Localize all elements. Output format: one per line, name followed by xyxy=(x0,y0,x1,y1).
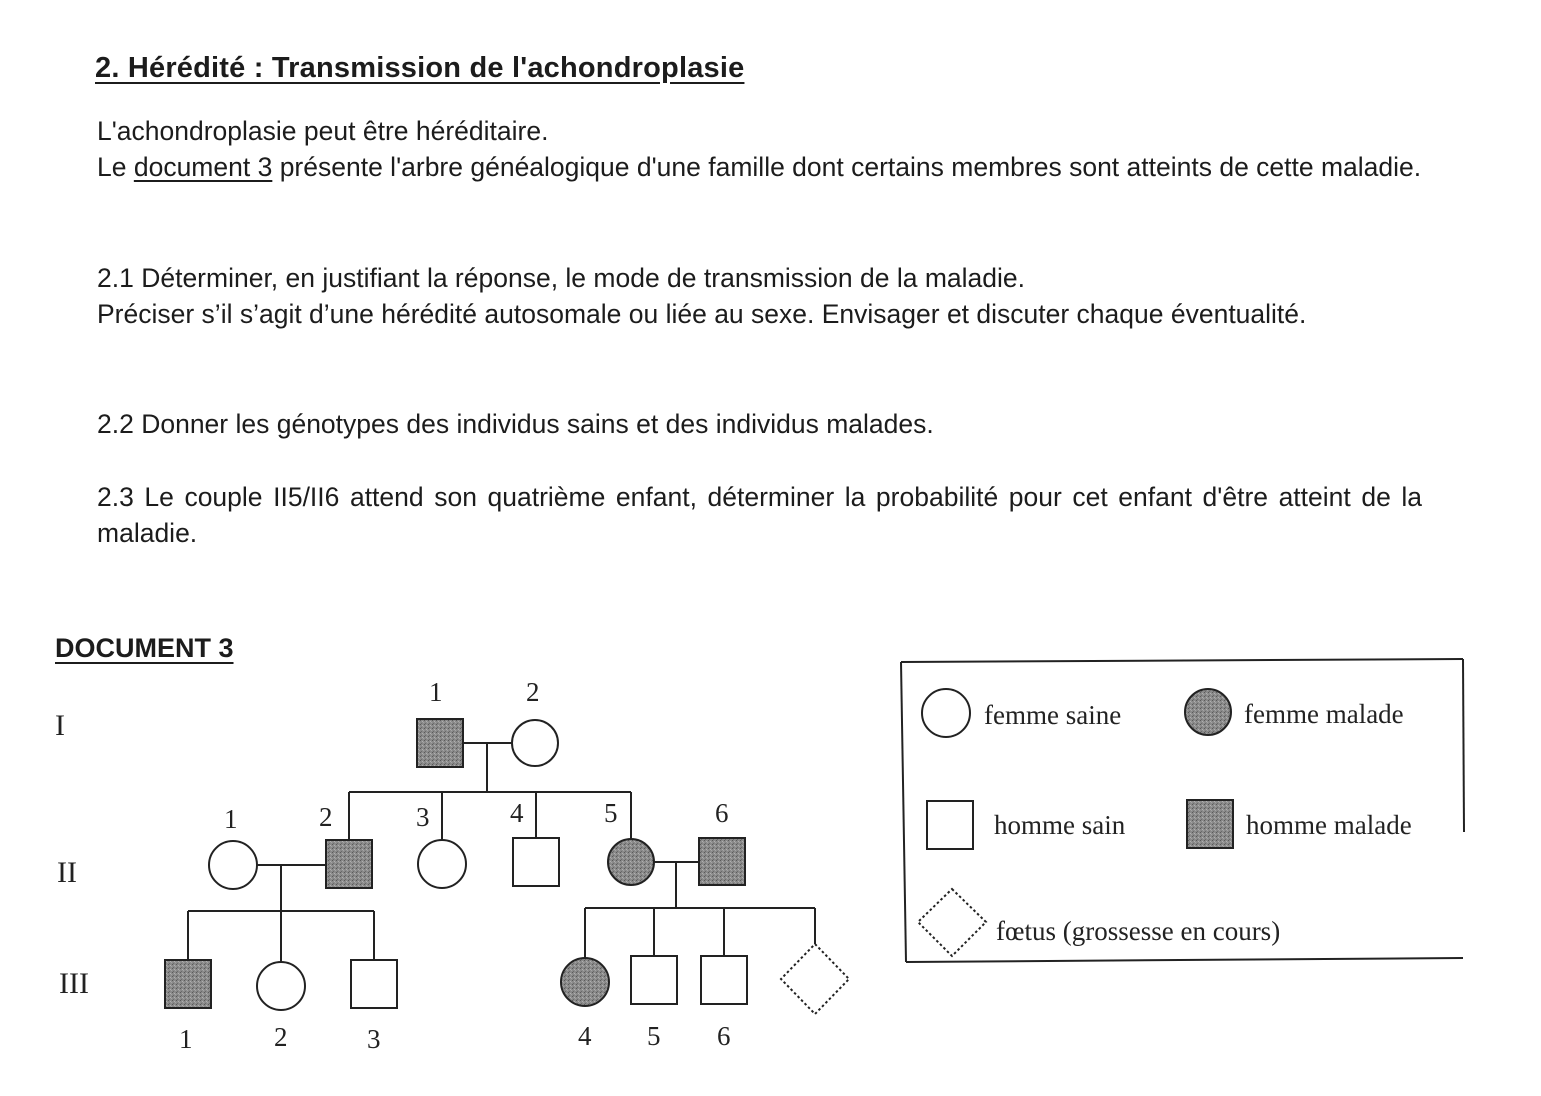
number-III5: 5 xyxy=(647,1021,661,1051)
number-I1: 1 xyxy=(429,677,443,707)
legend-border-right xyxy=(1463,659,1464,832)
legend-affected-female-symbol xyxy=(1185,689,1231,735)
intro-line-2-rest: présente l'arbre généalogique d'une famille dont certains membres sont atteints de cette maladie. xyxy=(272,152,1422,182)
legend-foetus-label: fœtus (grossesse en cours) xyxy=(996,916,1281,946)
individual-III5-healthy-male xyxy=(631,956,677,1004)
individual-III3-healthy-male xyxy=(351,960,397,1008)
question-2-1-line-2: Préciser s’il s’agit d’une hérédité autosomale ou liée au sexe. Envisager et discuter chaque éventualité. xyxy=(97,299,1307,329)
foetus-diamond xyxy=(781,944,849,1014)
individual-II2-affected-male xyxy=(326,840,372,888)
section-title: 2. Hérédité : Transmission de l'achondroplasie xyxy=(95,52,745,84)
intro-line-1: L'achondroplasie peut être héréditaire. xyxy=(97,116,549,146)
legend-border-top xyxy=(901,659,1463,662)
document-3-reference: document 3 xyxy=(133,152,273,182)
legend-healthy-male-symbol xyxy=(927,801,973,849)
number-II1: 1 xyxy=(224,804,238,834)
legend-border-bottom xyxy=(906,958,1463,962)
number-II4: 4 xyxy=(510,798,524,828)
legend-healthy-female-label: femme saine xyxy=(984,700,1122,730)
individual-III6-healthy-male xyxy=(701,956,747,1004)
number-III6: 6 xyxy=(717,1021,731,1051)
document-3-label: DOCUMENT 3 xyxy=(55,633,234,663)
individual-III1-affected-male xyxy=(165,960,211,1008)
question-2-1-line-1: 2.1 Déterminer, en justifiant la réponse, le mode de transmission de la maladie. xyxy=(97,263,1025,293)
individual-I1-affected-male xyxy=(417,719,463,767)
legend-healthy-female-symbol xyxy=(922,689,970,737)
intro-line-2-start: Le xyxy=(97,152,134,182)
number-III3: 3 xyxy=(367,1024,381,1054)
question-2-2: 2.2 Donner les génotypes des individus sains et des individus malades. xyxy=(97,409,934,439)
individual-II6-affected-male xyxy=(699,838,745,885)
legend-box xyxy=(901,659,1464,962)
number-I2: 2 xyxy=(526,677,540,707)
individual-III4-affected-female xyxy=(561,958,609,1006)
question-2-3: 2.3 Le couple II5/II6 attend son quatrième enfant, déterminer la probabilité pour cet enfant d'être atteint de la maladie. xyxy=(97,482,1422,548)
number-III2: 2 xyxy=(274,1022,288,1052)
legend-healthy-male-label: homme sain xyxy=(994,810,1126,840)
individual-II4-healthy-male xyxy=(513,838,559,886)
individual-II1-healthy-female xyxy=(209,841,257,889)
number-II3: 3 xyxy=(416,802,430,832)
legend-affected-male-symbol xyxy=(1187,800,1233,848)
individual-I2-healthy-female xyxy=(512,720,558,766)
generation-label-II: II xyxy=(57,856,77,889)
number-II2: 2 xyxy=(319,802,333,832)
generation-label-I: I xyxy=(55,709,65,742)
generation-label-III: III xyxy=(59,967,89,1000)
number-III1: 1 xyxy=(179,1024,193,1054)
legend-border-left xyxy=(901,662,906,962)
legend-affected-female-label: femme malade xyxy=(1244,699,1404,729)
individual-III2-healthy-female xyxy=(257,962,305,1010)
individual-II5-affected-female xyxy=(608,839,654,885)
individual-II3-healthy-female xyxy=(418,840,466,888)
number-II5: 5 xyxy=(604,798,618,828)
number-III4: 4 xyxy=(578,1021,592,1051)
number-II6: 6 xyxy=(715,798,729,828)
legend-affected-male-label: homme malade xyxy=(1246,810,1412,840)
legend-foetus-symbol xyxy=(918,889,986,956)
